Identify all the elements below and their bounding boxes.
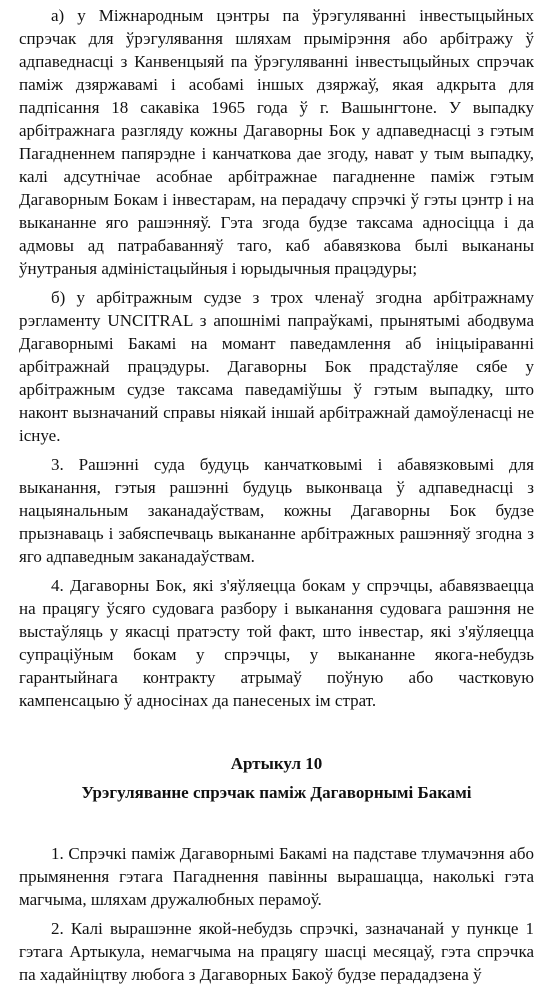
paragraph-2b: б) у арбітражным судзе з трох членаў згодна арбітражнаму рэгламенту UNCITRAL з апошнімі папраўкамі, прынятымі абодвума Дагаворнымі Бакамі на момант паведамлення аб ініцыіраванні арбітражнай працэдуры. Дагаворны Бок прадстаўляе сябе у арбітражным судзе таксама паведаміўшы ў гэтым выпадку, што наконт вызначаний справы ніякай іншай арбітражнай дамоўленасці не існуе.: [19, 288, 534, 445]
article-number: Артыкул 10: [230, 754, 323, 773]
paragraph-2a: а) у Міжнародным цэнтры па ўрэгуляванні інвестыцыйных спрэчак для ўрэгулявання шляхам прымірэння або арбітражу ў адпаведнасці з Канвенцыяй па ўрэгуляванні інвестыцыйных спрэчак паміж дзяржавамі і асобамі іншых дзяржаў, якая адкрыта для падпісання 18 сакавіка 1965 года ў г. Вашынгтоне. У выпадку арбітражнага разгляду кожны Дагаворны Бок у адпаведнасці з гэтым Пагадненнем папярэдне і канчаткова дае згоду, нават у тым выпадку, калі адсутнічае асобнае арбітражнае пагадненне паміж гэтым Дагаворным Бокам і інвестарам, на перадачу спрэчкі ў гэты цэнтр і на выкананне яго рашэнняў. Гэта згода будзе таксама адносіцца і да адмовы ад патрабаванняў таго, каб абавязкова былі выкананы ўнутраныя адміністацыйныя і юрыдычныя працэдуры;: [19, 6, 534, 278]
paragraph-3: 3. Рашэнні суда будуць канчатковымі і абавязковымі для выканання, гэтыя рашэнні будуць выконваца ў адпаведнасці з нацыянальным заканадаўствам, кожны Дагаворны Бок будзе прызнаваць і забяспечваць выкананне арбітражных рашэнняў згодна з яго адпаведным заканадаўствам.: [19, 455, 534, 566]
article-paragraph-1: 1. Спрэчкі паміж Дагаворнымі Бакамі на падставе тлумачэння або прымянення гэтага Пагаднення павінны вырашацца, наколькі гэта магчыма, шляхам дружалюбных перамоў.: [19, 844, 534, 909]
article-title: Урэгуляванне спрэчак паміж Дагаворнымі Бакамі: [81, 783, 472, 802]
paragraph-4: 4. Дагаворны Бок, які з'яўляецца бокам у спрэчцы, абавязваецца на працягу ўсяго судовага разбору і выканання судовага рашэння не выстаўляць у якасці пратэсту той факт, што інвестар, які з'яўляецца супраціўным бокам у спрэчцы, у выкананне якога-небудзь гарантыйнага контракту атрымаў поўную або частковую кампенсацыю ў адносінах да панесеных ім страт.: [19, 576, 534, 710]
article-paragraph-2: 2. Калі вырашэнне якой-небудзь спрэчкі, зазначанай у пункце 1 гэтага Артыкула, немагчыма на працягу шасці месяцаў, гэта спрэчка па хадайніцтву любога з Дагаворных Бакоў будзе перададзена ў: [19, 919, 534, 984]
